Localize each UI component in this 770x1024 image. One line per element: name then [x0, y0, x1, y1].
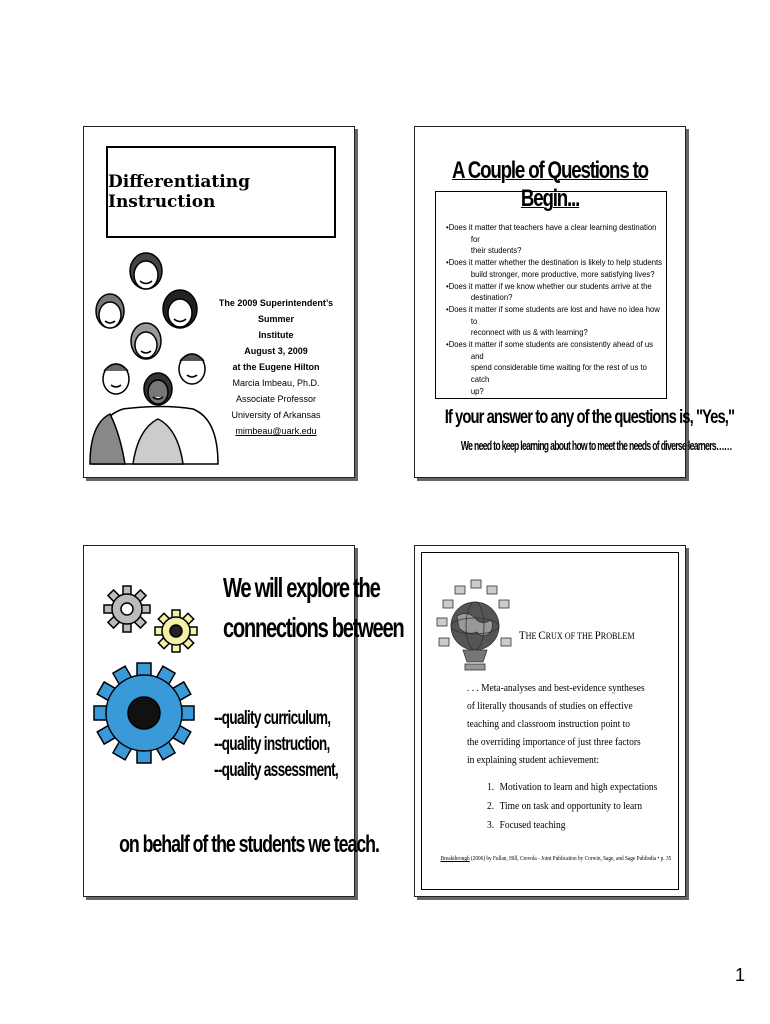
event-date: August 3, 2009: [244, 346, 308, 356]
factor-item: 2. Time on task and opportunity to learn: [487, 801, 643, 812]
explore-heading: [223, 568, 404, 648]
questions-list: [446, 222, 667, 398]
heading-line1: We will explore the: [223, 572, 380, 603]
factors-list: [487, 778, 657, 835]
event-info: [202, 295, 350, 439]
globe-icon: [435, 576, 515, 676]
question-item: •Does it matter if some students are consistently ahead of us and spend considerable time waiting for the rest of us to catch up?: [446, 339, 653, 396]
questions-box: [435, 191, 667, 399]
students-footer: on behalf of the students we teach.: [119, 831, 379, 858]
presenter-university: University of Arkansas: [231, 410, 321, 420]
event-venue: at the Eugene Hilton: [232, 362, 320, 372]
heading-line2: connections between: [223, 612, 404, 643]
question-item: •Does it matter whether the destination is likely to help students build stronger, more productive, more satisfying lives?: [446, 257, 662, 279]
event-line2: Institute: [258, 330, 294, 340]
page-number: 1: [735, 965, 746, 985]
quality-assessment: --quality assessment,: [214, 760, 339, 781]
presenter-email-link[interactable]: mimbeau@uark.edu: [235, 426, 317, 436]
citation: Breakthrough (2006) by Fullan, Hill, Crevola - Joint Publication by Corwin, Sage, and Sage Publisdia • p. 35: [440, 856, 672, 862]
title-box: [106, 146, 336, 238]
slide-differentiating-instruction: [83, 126, 355, 478]
children-illustration: [88, 249, 218, 464]
slide-title: A Couple of Questions to Begin...: [452, 157, 648, 212]
slide-title: Differentiating Instruction: [108, 172, 250, 212]
quality-instruction: --quality instruction,: [214, 734, 330, 755]
event-line1: The 2009 Superintendent’s Summer: [218, 298, 334, 324]
answer-line1: If your answer to any of the questions is, "Yes,": [444, 407, 735, 428]
answer-line2: We need to keep learning about how to meet the needs of diverse learners……: [460, 438, 732, 453]
factor-item: 3. Focused teaching: [487, 820, 566, 831]
question-item: •Does it matter if some students are lost and have no idea how to reconnect with us & with learning?: [446, 303, 660, 338]
quality-curriculum: --quality curriculum,: [214, 708, 331, 729]
slide-explore-connections: [83, 545, 404, 897]
slide-questions: [414, 126, 735, 478]
slide-crux-of-problem: [414, 545, 686, 897]
crux-paragraph: . . . Meta-analyses and best-evidence syntheses of literally thousands of studies on effective teaching and classroom instruction point to the overriding importance of just three factors in explaining student achievement:: [467, 683, 645, 766]
presenter-position: Associate Professor: [235, 394, 317, 404]
factor-item: 1. Motivation to learn and high expectations: [487, 782, 658, 793]
presenter-name: Marcia Imbeau, Ph.D.: [232, 378, 320, 388]
gears-illustration: [94, 571, 212, 771]
question-item: •Does it matter if we know whether our students arrive at the destination?: [446, 280, 652, 303]
quality-list: [214, 706, 338, 784]
question-item: •Does it matter that teachers have a clear learning destination for their students?: [446, 222, 657, 256]
slide-title: THE CRUX OF THE PROBLEM: [519, 628, 635, 642]
